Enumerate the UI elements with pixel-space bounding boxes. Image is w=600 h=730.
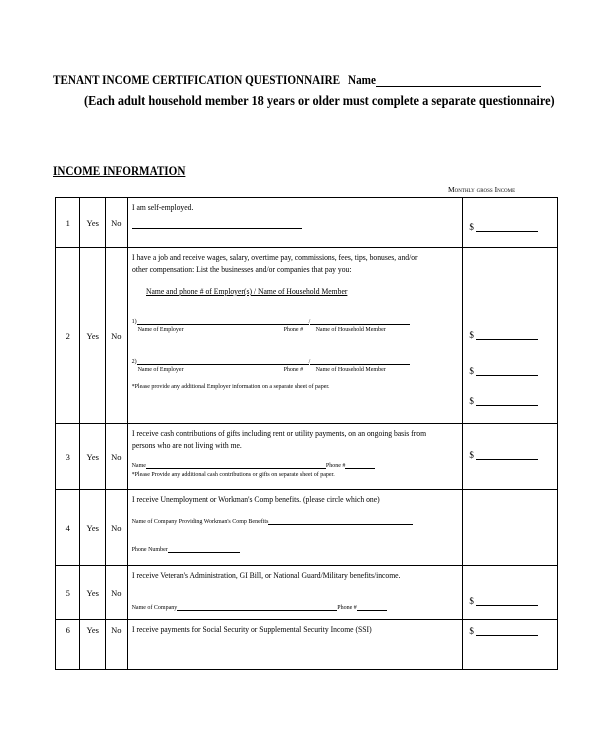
name-label: Name [348,72,376,87]
no-option[interactable]: No [106,566,128,620]
company-label: Name of Company [131,605,178,611]
table-row [56,620,558,670]
employer-field[interactable] [137,316,309,325]
row-description [127,424,463,490]
phone-field[interactable] [168,544,240,553]
row-number: 6 [56,620,80,670]
name-label: Name [131,463,146,469]
employer-label: Name of Employer [137,327,184,333]
company-label: Name of Company Providing Workman's Comp Benefits [131,519,269,525]
company-field[interactable] [268,516,413,525]
row-description [127,566,463,620]
yes-option[interactable]: Yes [80,248,106,424]
table-row [56,248,558,424]
income-amount-field[interactable] [476,331,538,340]
employer-label: Name of Employer [137,367,184,373]
name-field[interactable] [376,86,541,87]
income-cell [463,198,558,248]
yes-option[interactable]: Yes [80,198,106,248]
dollar-sign: $ [469,330,474,340]
row-text: I receive Veteran's Administration, GI Bill, or National Guard/Military benefits/income. [131,570,401,580]
income-amount-field[interactable] [476,627,538,636]
income-amount-field[interactable] [476,367,538,376]
row-text: other compensation: List the businesses and/or companies that pay you: [131,264,352,274]
table-row [56,490,558,566]
employer-note: *Please provide any additional Employer information on a separate sheet of paper. [131,384,330,390]
row-description [127,248,463,424]
yes-option[interactable]: Yes [80,566,106,620]
dollar-sign: $ [469,222,474,232]
no-option[interactable]: No [106,198,128,248]
dollar-sign: $ [469,366,474,376]
dollar-sign: $ [469,450,474,460]
table-row [56,198,558,248]
row-number: 2 [56,248,80,424]
row-description [127,490,463,566]
entry-number: 2) [131,359,137,365]
form-subtitle: (Each adult household member 18 years or older must complete a separate questionnaire) [84,94,555,109]
contributor-name-field[interactable] [146,460,326,469]
no-option[interactable]: No [106,620,128,670]
phone-label: Phone # [337,605,357,611]
row-number: 5 [56,566,80,620]
row-text: persons who are not living with me. [131,440,242,450]
row-text: I receive payments for Social Security or Supplemental Security Income (SSI) [131,624,372,634]
income-cell [463,490,558,566]
phone-field[interactable] [357,602,387,611]
separator: / [308,319,311,325]
no-option[interactable]: No [106,490,128,566]
phone-label: Phone # [325,463,346,469]
income-table [55,197,558,670]
row-number: 4 [56,490,80,566]
contributor-phone-field[interactable] [345,460,375,469]
income-column-header: Monthly gross Income [448,185,516,194]
income-cell [463,248,558,424]
dollar-sign: $ [469,626,474,636]
row-text: I receive Unemployment or Workman's Comp benefits. (please circle which one) [131,494,380,504]
yes-option[interactable]: Yes [80,620,106,670]
phone-label: Phone # [283,327,304,333]
row-description [127,198,463,248]
entry-number: 1) [131,319,137,325]
income-amount-field[interactable] [476,397,538,406]
phone-label: Phone # [283,367,304,373]
income-amount-field[interactable] [476,597,538,606]
dollar-sign: $ [469,396,474,406]
income-cell [463,424,558,490]
row-text: I am self-employed. [131,202,193,212]
income-amount-field[interactable] [476,223,538,232]
row-text: I have a job and receive wages, salary, overtime pay, commissions, fees, tips, bonuses, and/or [131,252,418,262]
member-label: Name of Household Member [315,327,386,333]
income-cell [463,620,558,670]
table-row [56,424,558,490]
row-number: 3 [56,424,80,490]
employer-subheading: Name and phone # of Employer(s) / Name of Household Member [145,286,347,296]
employer-field[interactable] [137,356,309,365]
company-field[interactable] [177,602,337,611]
row-number: 1 [56,198,80,248]
member-field[interactable] [310,316,410,325]
table-row [56,566,558,620]
section-title: INCOME INFORMATION [53,163,186,178]
self-employed-field[interactable] [132,220,302,229]
row-description [127,620,463,670]
phone-label: Phone Number [131,547,168,553]
form-title: TENANT INCOME CERTIFICATION QUESTIONNAIRE [53,72,341,87]
income-cell [463,566,558,620]
separator: / [308,359,311,365]
no-option[interactable]: No [106,248,128,424]
yes-option[interactable]: Yes [80,490,106,566]
member-field[interactable] [310,356,410,365]
contribution-note: *Please Provide any additional cash contributions or gifts on separate sheet of paper. [131,472,335,478]
member-label: Name of Household Member [315,367,386,373]
row-text: I receive cash contributions of gifts including rent or utility payments, on an ongoing basis from [131,428,426,438]
dollar-sign: $ [469,596,474,606]
income-amount-field[interactable] [476,451,538,460]
no-option[interactable]: No [106,424,128,490]
yes-option[interactable]: Yes [80,424,106,490]
